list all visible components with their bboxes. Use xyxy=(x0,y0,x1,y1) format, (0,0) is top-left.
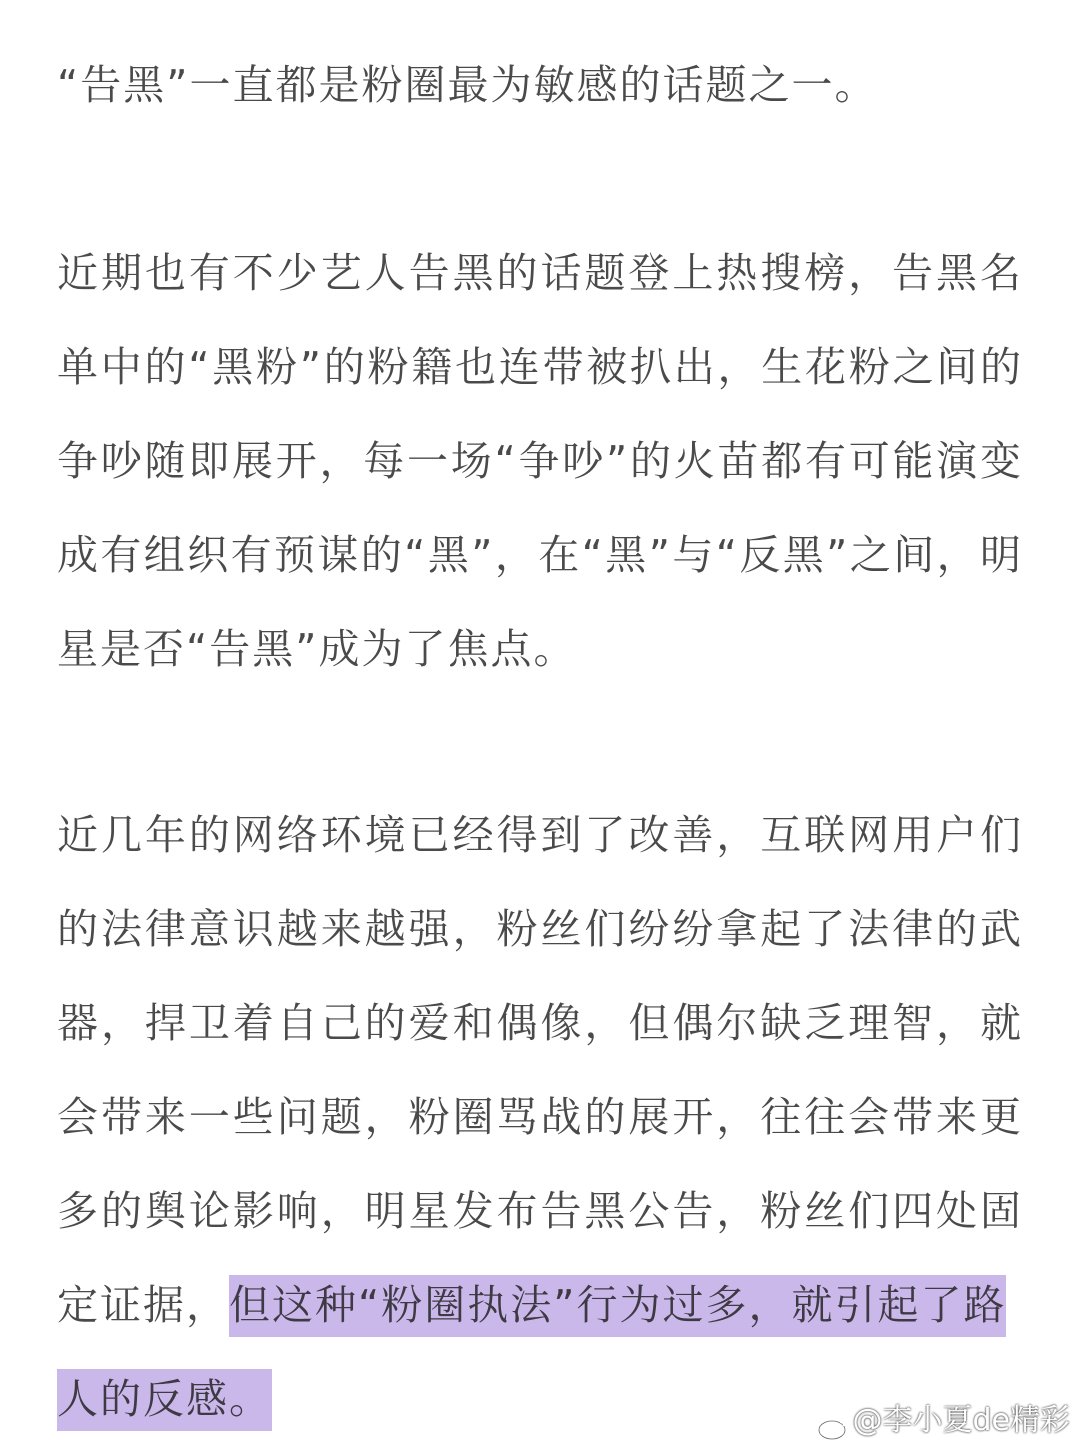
paragraph-3-line-2: 的法律意识越来越强，粉丝们纷纷拿起了法律的武 xyxy=(57,905,1023,953)
paragraph-2-line-4: 成有组织有预谋的“黑”，在“黑”与“反黑”之间，明 xyxy=(57,531,1023,579)
highlighted-text: 人的反感。 xyxy=(57,1369,272,1431)
paragraph-3-line-3: 器，捍卫着自己的爱和偶像，但偶尔缺乏理智，就 xyxy=(57,999,1023,1047)
paragraph-3-line-4: 会带来一些问题，粉圈骂战的展开，往往会带来更 xyxy=(57,1093,1023,1141)
paragraph-2-line-1: 近期也有不少艺人告黑的话题登上热搜榜，告黑名 xyxy=(57,249,1023,297)
weibo-icon xyxy=(817,1408,851,1436)
highlighted-text: 但这种“粉圈执法”行为过多，就引起了路 xyxy=(229,1275,1006,1337)
plain-text: 定证据， xyxy=(57,1281,229,1329)
paragraph-3-line-1: 近几年的网络环境已经得到了改善，互联网用户们 xyxy=(57,811,1023,859)
paragraph-1-line-1: “告黑”一直都是粉圈最为敏感的话题之一。 xyxy=(57,61,878,109)
weibo-watermark xyxy=(817,1397,1071,1445)
paragraph-2-line-5: 星是否“告黑”成为了焦点。 xyxy=(57,625,577,673)
watermark-text: @李小夏de精彩 xyxy=(852,1403,1070,1438)
paragraph-2-line-3: 争吵随即展开，每一场“争吵”的火苗都有可能演变 xyxy=(57,437,1023,485)
paragraph-3-line-5: 多的舆论影响，明星发布告黑公告，粉丝们四处固 xyxy=(57,1187,1023,1235)
paragraph-3-line-6 xyxy=(57,1258,1023,1352)
paragraph-2-line-2: 单中的“黑粉”的粉籍也连带被扒出，生花粉之间的 xyxy=(57,343,1023,391)
